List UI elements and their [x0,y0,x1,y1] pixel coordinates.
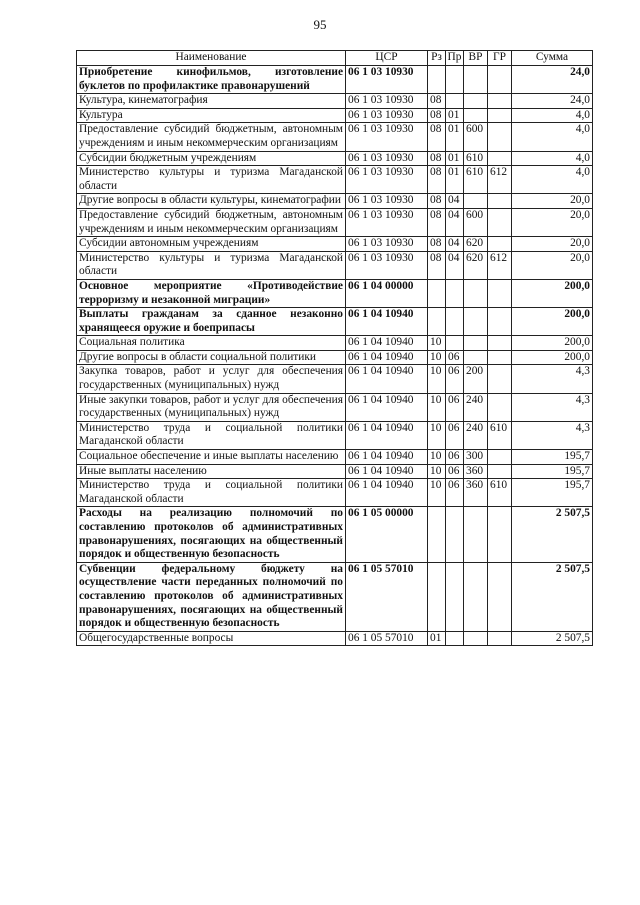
row-sum: 4,3 [512,393,593,421]
row-gr: 610 [488,479,512,507]
row-vr: 600 [464,123,488,151]
row-pr [446,66,464,94]
header-sum: Сумма [512,51,593,66]
row-csr: 06 1 04 10940 [346,308,428,336]
row-csr: 06 1 04 10940 [346,479,428,507]
table-row [77,279,593,307]
table-row [77,507,593,562]
row-gr [488,194,512,209]
row-rz: 10 [428,393,446,421]
row-vr [464,279,488,307]
row-sum: 195,7 [512,450,593,465]
table-row [77,464,593,479]
row-pr: 04 [446,251,464,279]
row-gr [488,66,512,94]
table-body [77,66,593,646]
row-vr [464,507,488,562]
row-csr: 06 1 03 10930 [346,166,428,194]
table-row [77,251,593,279]
table-row [77,94,593,109]
row-pr: 06 [446,350,464,365]
row-gr [488,336,512,351]
row-csr: 06 1 05 00000 [346,507,428,562]
row-gr [488,237,512,252]
row-rz [428,279,446,307]
row-vr: 610 [464,151,488,166]
header-rz: Рз [428,51,446,66]
row-rz: 08 [428,94,446,109]
row-rz [428,507,446,562]
row-sum: 4,0 [512,108,593,123]
row-rz [428,66,446,94]
row-sum: 2 507,5 [512,631,593,646]
row-vr [464,308,488,336]
row-name: Субсидии бюджетным учреждениям [77,151,346,166]
row-sum: 200,0 [512,308,593,336]
header-csr: ЦСР [346,51,428,66]
header-name: Наименование [77,51,346,66]
row-sum: 2 507,5 [512,507,593,562]
row-gr [488,151,512,166]
row-rz: 10 [428,450,446,465]
row-sum: 200,0 [512,279,593,307]
row-name: Иные выплаты населению [77,464,346,479]
row-pr: 04 [446,194,464,209]
row-vr: 360 [464,479,488,507]
row-csr: 06 1 03 10930 [346,94,428,109]
row-gr [488,308,512,336]
row-rz: 10 [428,421,446,449]
row-csr: 06 1 05 57010 [346,631,428,646]
table-row [77,194,593,209]
page-number: 95 [313,17,327,32]
row-vr: 360 [464,464,488,479]
row-vr [464,66,488,94]
row-csr: 06 1 04 10940 [346,365,428,393]
row-sum: 20,0 [512,194,593,209]
row-pr: 01 [446,166,464,194]
row-name: Общегосударственные вопросы [77,631,346,646]
row-csr: 06 1 05 57010 [346,562,428,631]
row-name: Социальная политика [77,336,346,351]
row-vr: 610 [464,166,488,194]
row-vr: 600 [464,208,488,236]
row-pr: 01 [446,108,464,123]
row-name: Приобретение кинофильмов, изготовление буклетов по профилактике правонарушений [77,66,346,94]
row-gr [488,94,512,109]
row-pr: 01 [446,123,464,151]
row-csr: 06 1 03 10930 [346,123,428,151]
table-row [77,151,593,166]
row-pr: 04 [446,208,464,236]
table-row [77,479,593,507]
row-gr [488,279,512,307]
row-gr [488,123,512,151]
row-rz [428,308,446,336]
table-row [77,350,593,365]
row-rz: 08 [428,208,446,236]
row-csr: 06 1 03 10930 [346,237,428,252]
table-row [77,66,593,94]
row-gr [488,365,512,393]
row-csr: 06 1 04 10940 [346,393,428,421]
row-vr [464,94,488,109]
row-sum: 4,0 [512,123,593,151]
table-row [77,393,593,421]
row-pr: 06 [446,464,464,479]
table-row [77,450,593,465]
table-row [77,308,593,336]
row-pr: 06 [446,450,464,465]
row-gr: 612 [488,166,512,194]
row-sum: 195,7 [512,479,593,507]
row-csr: 06 1 03 10930 [346,208,428,236]
row-vr: 240 [464,421,488,449]
row-vr [464,336,488,351]
row-sum: 4,3 [512,421,593,449]
table-row [77,365,593,393]
table-row [77,123,593,151]
row-csr: 06 1 03 10930 [346,251,428,279]
row-pr [446,308,464,336]
row-gr [488,507,512,562]
row-rz: 10 [428,336,446,351]
row-pr [446,507,464,562]
row-vr: 240 [464,393,488,421]
row-gr [488,208,512,236]
row-vr: 300 [464,450,488,465]
row-sum: 24,0 [512,94,593,109]
row-rz: 08 [428,151,446,166]
row-csr: 06 1 03 10930 [346,194,428,209]
row-rz: 08 [428,123,446,151]
row-name: Закупка товаров, работ и услуг для обеспечения государственных (муниципальных) нужд [77,365,346,393]
row-gr: 610 [488,421,512,449]
row-sum: 20,0 [512,237,593,252]
row-pr [446,94,464,109]
row-rz: 01 [428,631,446,646]
row-rz: 10 [428,464,446,479]
row-pr: 06 [446,479,464,507]
row-rz [428,562,446,631]
header-gr: ГР [488,51,512,66]
row-pr [446,336,464,351]
row-name: Выплаты гражданам за сданное незаконно хранящееся оружие и боеприпасы [77,308,346,336]
row-sum: 20,0 [512,208,593,236]
row-csr: 06 1 04 10940 [346,336,428,351]
row-pr: 04 [446,237,464,252]
table-row [77,108,593,123]
row-sum: 2 507,5 [512,562,593,631]
row-csr: 06 1 04 10940 [346,421,428,449]
header-pr: Пр [446,51,464,66]
row-gr [488,631,512,646]
row-name: Социальное обеспечение и иные выплаты населению [77,450,346,465]
row-name: Субсидии автономным учреждениям [77,237,346,252]
row-rz: 10 [428,365,446,393]
row-name: Основное мероприятие «Противодействие терроризму и незаконной миграции» [77,279,346,307]
table-row [77,336,593,351]
row-pr: 06 [446,421,464,449]
row-name: Расходы на реализацию полномочий по составлению протоколов об административных правонарушениях, посягающих на общественный порядок и общественную безопасность [77,507,346,562]
row-name: Иные закупки товаров, работ и услуг для обеспечения государственных (муниципальных) нужд [77,393,346,421]
row-pr [446,631,464,646]
row-sum: 20,0 [512,251,593,279]
row-name: Предоставление субсидий бюджетным, автономным учреждениям и иным некоммерческим организациям [77,123,346,151]
row-gr [488,108,512,123]
row-csr: 06 1 04 10940 [346,450,428,465]
row-pr [446,562,464,631]
row-sum: 4,0 [512,166,593,194]
row-rz: 10 [428,479,446,507]
row-name: Культура, кинематография [77,94,346,109]
row-rz: 08 [428,194,446,209]
row-rz: 08 [428,166,446,194]
table-row [77,631,593,646]
row-gr [488,464,512,479]
row-name: Другие вопросы в области культуры, кинематографии [77,194,346,209]
row-vr: 620 [464,237,488,252]
row-gr [488,562,512,631]
row-gr [488,450,512,465]
row-sum: 200,0 [512,336,593,351]
row-sum: 200,0 [512,350,593,365]
row-rz: 08 [428,251,446,279]
row-pr: 01 [446,151,464,166]
table-row [77,562,593,631]
row-rz: 08 [428,108,446,123]
row-csr: 06 1 04 10940 [346,464,428,479]
row-name: Министерство культуры и туризма Магаданской области [77,166,346,194]
row-csr: 06 1 04 00000 [346,279,428,307]
budget-table [76,50,593,646]
row-csr: 06 1 04 10940 [346,350,428,365]
row-pr [446,279,464,307]
row-vr: 620 [464,251,488,279]
row-vr [464,350,488,365]
row-name: Субвенции федеральному бюджету на осуществление части переданных полномочий по составлению протоколов об административных правонарушениях, посягающих на общественный порядок и общественную безопасность [77,562,346,631]
row-pr: 06 [446,365,464,393]
row-pr: 06 [446,393,464,421]
row-csr: 06 1 03 10930 [346,108,428,123]
row-name: Министерство культуры и туризма Магаданской области [77,251,346,279]
row-name: Министерство труда и социальной политики Магаданской области [77,421,346,449]
row-name: Другие вопросы в области социальной политики [77,350,346,365]
row-rz: 08 [428,237,446,252]
row-gr [488,350,512,365]
row-csr: 06 1 03 10930 [346,151,428,166]
table-row [77,166,593,194]
row-vr [464,562,488,631]
row-vr [464,194,488,209]
row-csr: 06 1 03 10930 [346,66,428,94]
row-name: Культура [77,108,346,123]
row-vr [464,108,488,123]
table-row [77,208,593,236]
row-sum: 24,0 [512,66,593,94]
row-name: Министерство труда и социальной политики Магаданской области [77,479,346,507]
header-vr: ВР [464,51,488,66]
row-vr [464,631,488,646]
row-rz: 10 [428,350,446,365]
row-sum: 4,0 [512,151,593,166]
row-name: Предоставление субсидий бюджетным, автономным учреждениям и иным некоммерческим организациям [77,208,346,236]
table-header-row [77,51,593,66]
row-gr: 612 [488,251,512,279]
row-gr [488,393,512,421]
table-row [77,237,593,252]
row-sum: 195,7 [512,464,593,479]
table-row [77,421,593,449]
row-sum: 4,3 [512,365,593,393]
row-vr: 200 [464,365,488,393]
